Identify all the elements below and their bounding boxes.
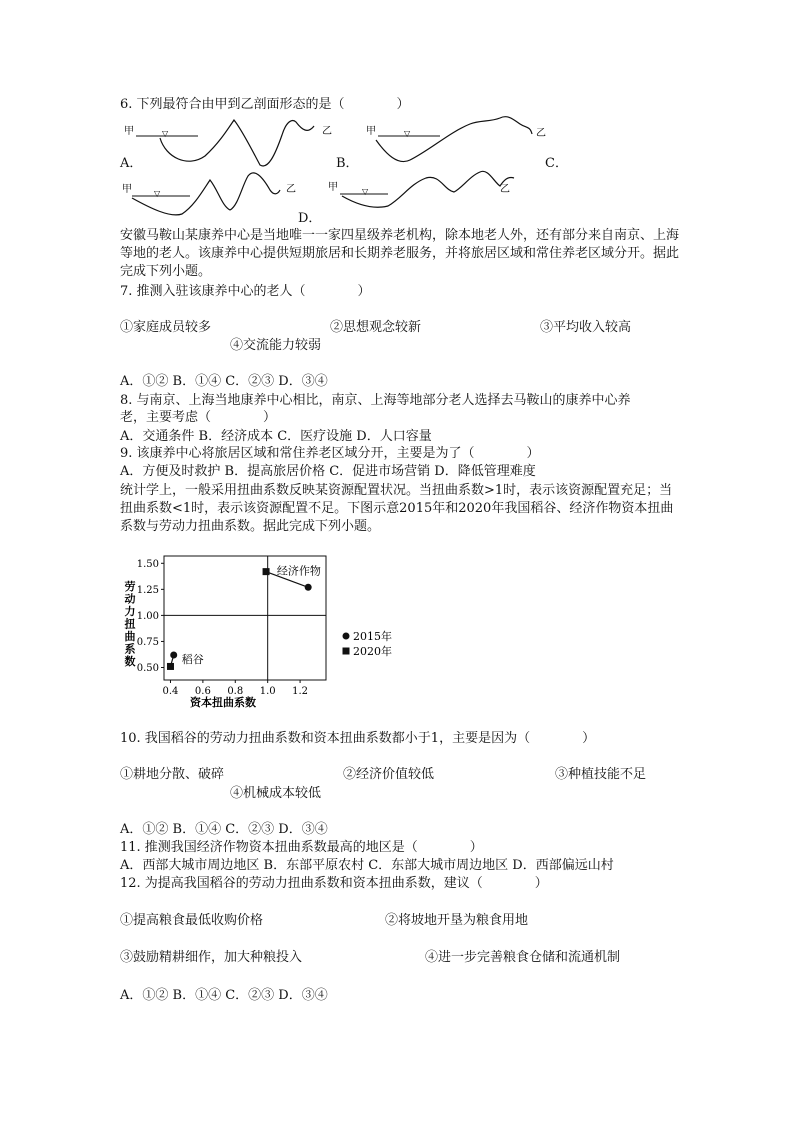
x-tick-label: 0.4 xyxy=(162,686,179,697)
y-axis-label-char: 力 xyxy=(124,605,136,618)
svg-text:▽: ▽ xyxy=(154,189,161,198)
q7-choice-1: ①家庭成员较多 xyxy=(120,320,212,335)
point-2020年 xyxy=(263,568,270,575)
x-tick-label: 1.2 xyxy=(292,686,309,697)
profile-b xyxy=(366,117,546,162)
legend-label: 2015年 xyxy=(353,630,392,643)
q7-answer-options[interactable]: A．①② B．①④ C．②③ D．③④ xyxy=(120,374,328,389)
profile-d xyxy=(328,171,514,207)
q10-choice-1: ①耕地分散、破碎 xyxy=(120,767,225,782)
q11-stem: 11. 推测我国经济作物资本扭曲系数最高的地区是（ ） xyxy=(120,840,483,855)
q10-answer-options[interactable]: A．①② B．①④ C．②③ D．③④ xyxy=(120,822,328,837)
distortion-scatter-chart xyxy=(118,552,418,712)
q11-answer-options[interactable]: A．西部大城市周边地区 B．东部平原农村 C．东部大城市周边地区 D．西部偏远山村 xyxy=(120,858,614,873)
q10-choice-4: ④机械成本较低 xyxy=(230,786,322,801)
q9-stem: 9. 该康养中心将旅居区域和常住养老区域分开，主要是为了（ ） xyxy=(120,446,540,461)
y-tick-label: 0.50 xyxy=(136,662,159,674)
y-axis-label-char: 动 xyxy=(124,592,136,606)
q6-profile-diagrams xyxy=(110,110,550,225)
q10-choice-3: ③种植技能不足 xyxy=(555,767,647,782)
q6-option-a[interactable]: A． xyxy=(120,156,143,171)
profile-d-yi: 乙 xyxy=(500,184,510,195)
x-tick-label: 0.6 xyxy=(194,686,211,697)
passage-kangyang: 安徽马鞍山某康养中心是当地唯一一家四星级养老机构，除本地老人外，还有部分来自南京、上海等地的老人。该康养中心提供短期旅居和长期养老服务，并将旅居区域和常住养老区域分开。据此完成下列小题。 xyxy=(120,228,680,279)
q10-stem: 10. 我国稻谷的劳动力扭曲系数和资本扭曲系数都小于1，主要是因为（ ） xyxy=(120,731,596,746)
point-2015年 xyxy=(170,651,177,658)
profile-c xyxy=(122,173,296,215)
q12-choice-1: ①提高粮食最低收购价格 xyxy=(120,913,264,928)
annotation-rice: 稻谷 xyxy=(181,653,204,667)
q12-choice-3: ③鼓励精耕细作，加大种粮投入 xyxy=(120,950,303,965)
annotation-economic-crops: 经济作物 xyxy=(276,564,321,578)
q8-stem-line2: 老，主要考虑（ ） xyxy=(120,410,277,425)
y-axis-label-char: 曲 xyxy=(124,630,136,643)
q7-choice-2: ②思想观念较新 xyxy=(330,320,422,335)
profile-d-jia: 甲 xyxy=(328,182,338,193)
q7-stem: 7. 推测入驻该康养中心的老人（ ） xyxy=(120,284,371,299)
y-axis-label-char: 系 xyxy=(124,642,136,656)
x-tick-label: 0.8 xyxy=(227,686,244,697)
q7-choice-3: ③平均收入较高 xyxy=(540,320,632,335)
legend-label: 2020年 xyxy=(353,645,392,658)
passage-distortion: 统计学上，一般采用扭曲系数反映某资源配置状况。当扭曲系数>1时，表示该资源配置充足；当扭曲系数<1时，表示该资源配置不足。下图示意2015年和2020年我国稻谷、经济作物资本扭曲系数与劳动力扭曲系数。据此完成下列小题。 xyxy=(120,483,674,534)
x-tick-label: 1.0 xyxy=(259,686,276,697)
svg-text:▽: ▽ xyxy=(162,129,169,138)
profile-b-yi: 乙 xyxy=(536,128,546,139)
svg-text:▽: ▽ xyxy=(362,187,369,196)
y-axis-label-char: 扭 xyxy=(124,617,136,631)
profile-c-yi: 乙 xyxy=(286,184,296,195)
q6-stem: 6. 下列最符合由甲到乙剖面形态的是（ ） xyxy=(120,97,410,112)
q12-answer-options[interactable]: A．①② B．①④ C．②③ D．③④ xyxy=(120,988,328,1003)
point-2015年 xyxy=(305,584,312,591)
q6-option-c[interactable]: C． xyxy=(545,156,568,171)
profile-a-yi: 乙 xyxy=(322,126,332,137)
q12-choice-4: ④进一步完善粮食仓储和流通机制 xyxy=(425,950,621,965)
legend-marker xyxy=(343,633,350,640)
y-tick-label: 0.75 xyxy=(136,636,159,648)
profile-a-jia: 甲 xyxy=(124,126,134,137)
y-axis-label-char: 数 xyxy=(124,655,136,668)
q6-option-d[interactable]: D． xyxy=(298,211,322,226)
profile-c-jia: 甲 xyxy=(122,184,132,195)
point-2020年 xyxy=(167,663,174,670)
q12-choice-2: ②将坡地开垦为粮食用地 xyxy=(385,913,529,928)
profile-b-jia: 甲 xyxy=(366,126,376,137)
q8-answer-options[interactable]: A．交通条件 B．经济成本 C．医疗设施 D．人口容量 xyxy=(120,429,432,444)
profile-a xyxy=(124,120,332,166)
q6-option-b[interactable]: B． xyxy=(336,156,359,171)
x-axis-label: 资本扭曲系数 xyxy=(190,696,256,709)
y-axis-label-char: 劳 xyxy=(124,580,136,593)
q10-choice-2: ②经济价值较低 xyxy=(343,767,435,782)
q9-answer-options[interactable]: A．方便及时救护 B．提高旅居价格 C．促进市场营销 D．降低管理难度 xyxy=(120,464,536,479)
svg-text:▽: ▽ xyxy=(404,129,411,138)
q7-choice-4: ④交流能力较弱 xyxy=(230,338,322,353)
y-tick-label: 1.50 xyxy=(136,558,159,570)
y-tick-label: 1.00 xyxy=(136,610,159,622)
q12-stem: 12. 为提高我国稻谷的劳动力扭曲系数和资本扭曲系数，建议（ ） xyxy=(120,876,548,891)
q8-stem-line1: 8. 与南京、上海当地康养中心相比，南京、上海等地部分老人选择去马鞍山的康养中心养 xyxy=(120,393,631,408)
y-tick-label: 1.25 xyxy=(136,584,159,596)
legend-marker xyxy=(343,648,350,655)
